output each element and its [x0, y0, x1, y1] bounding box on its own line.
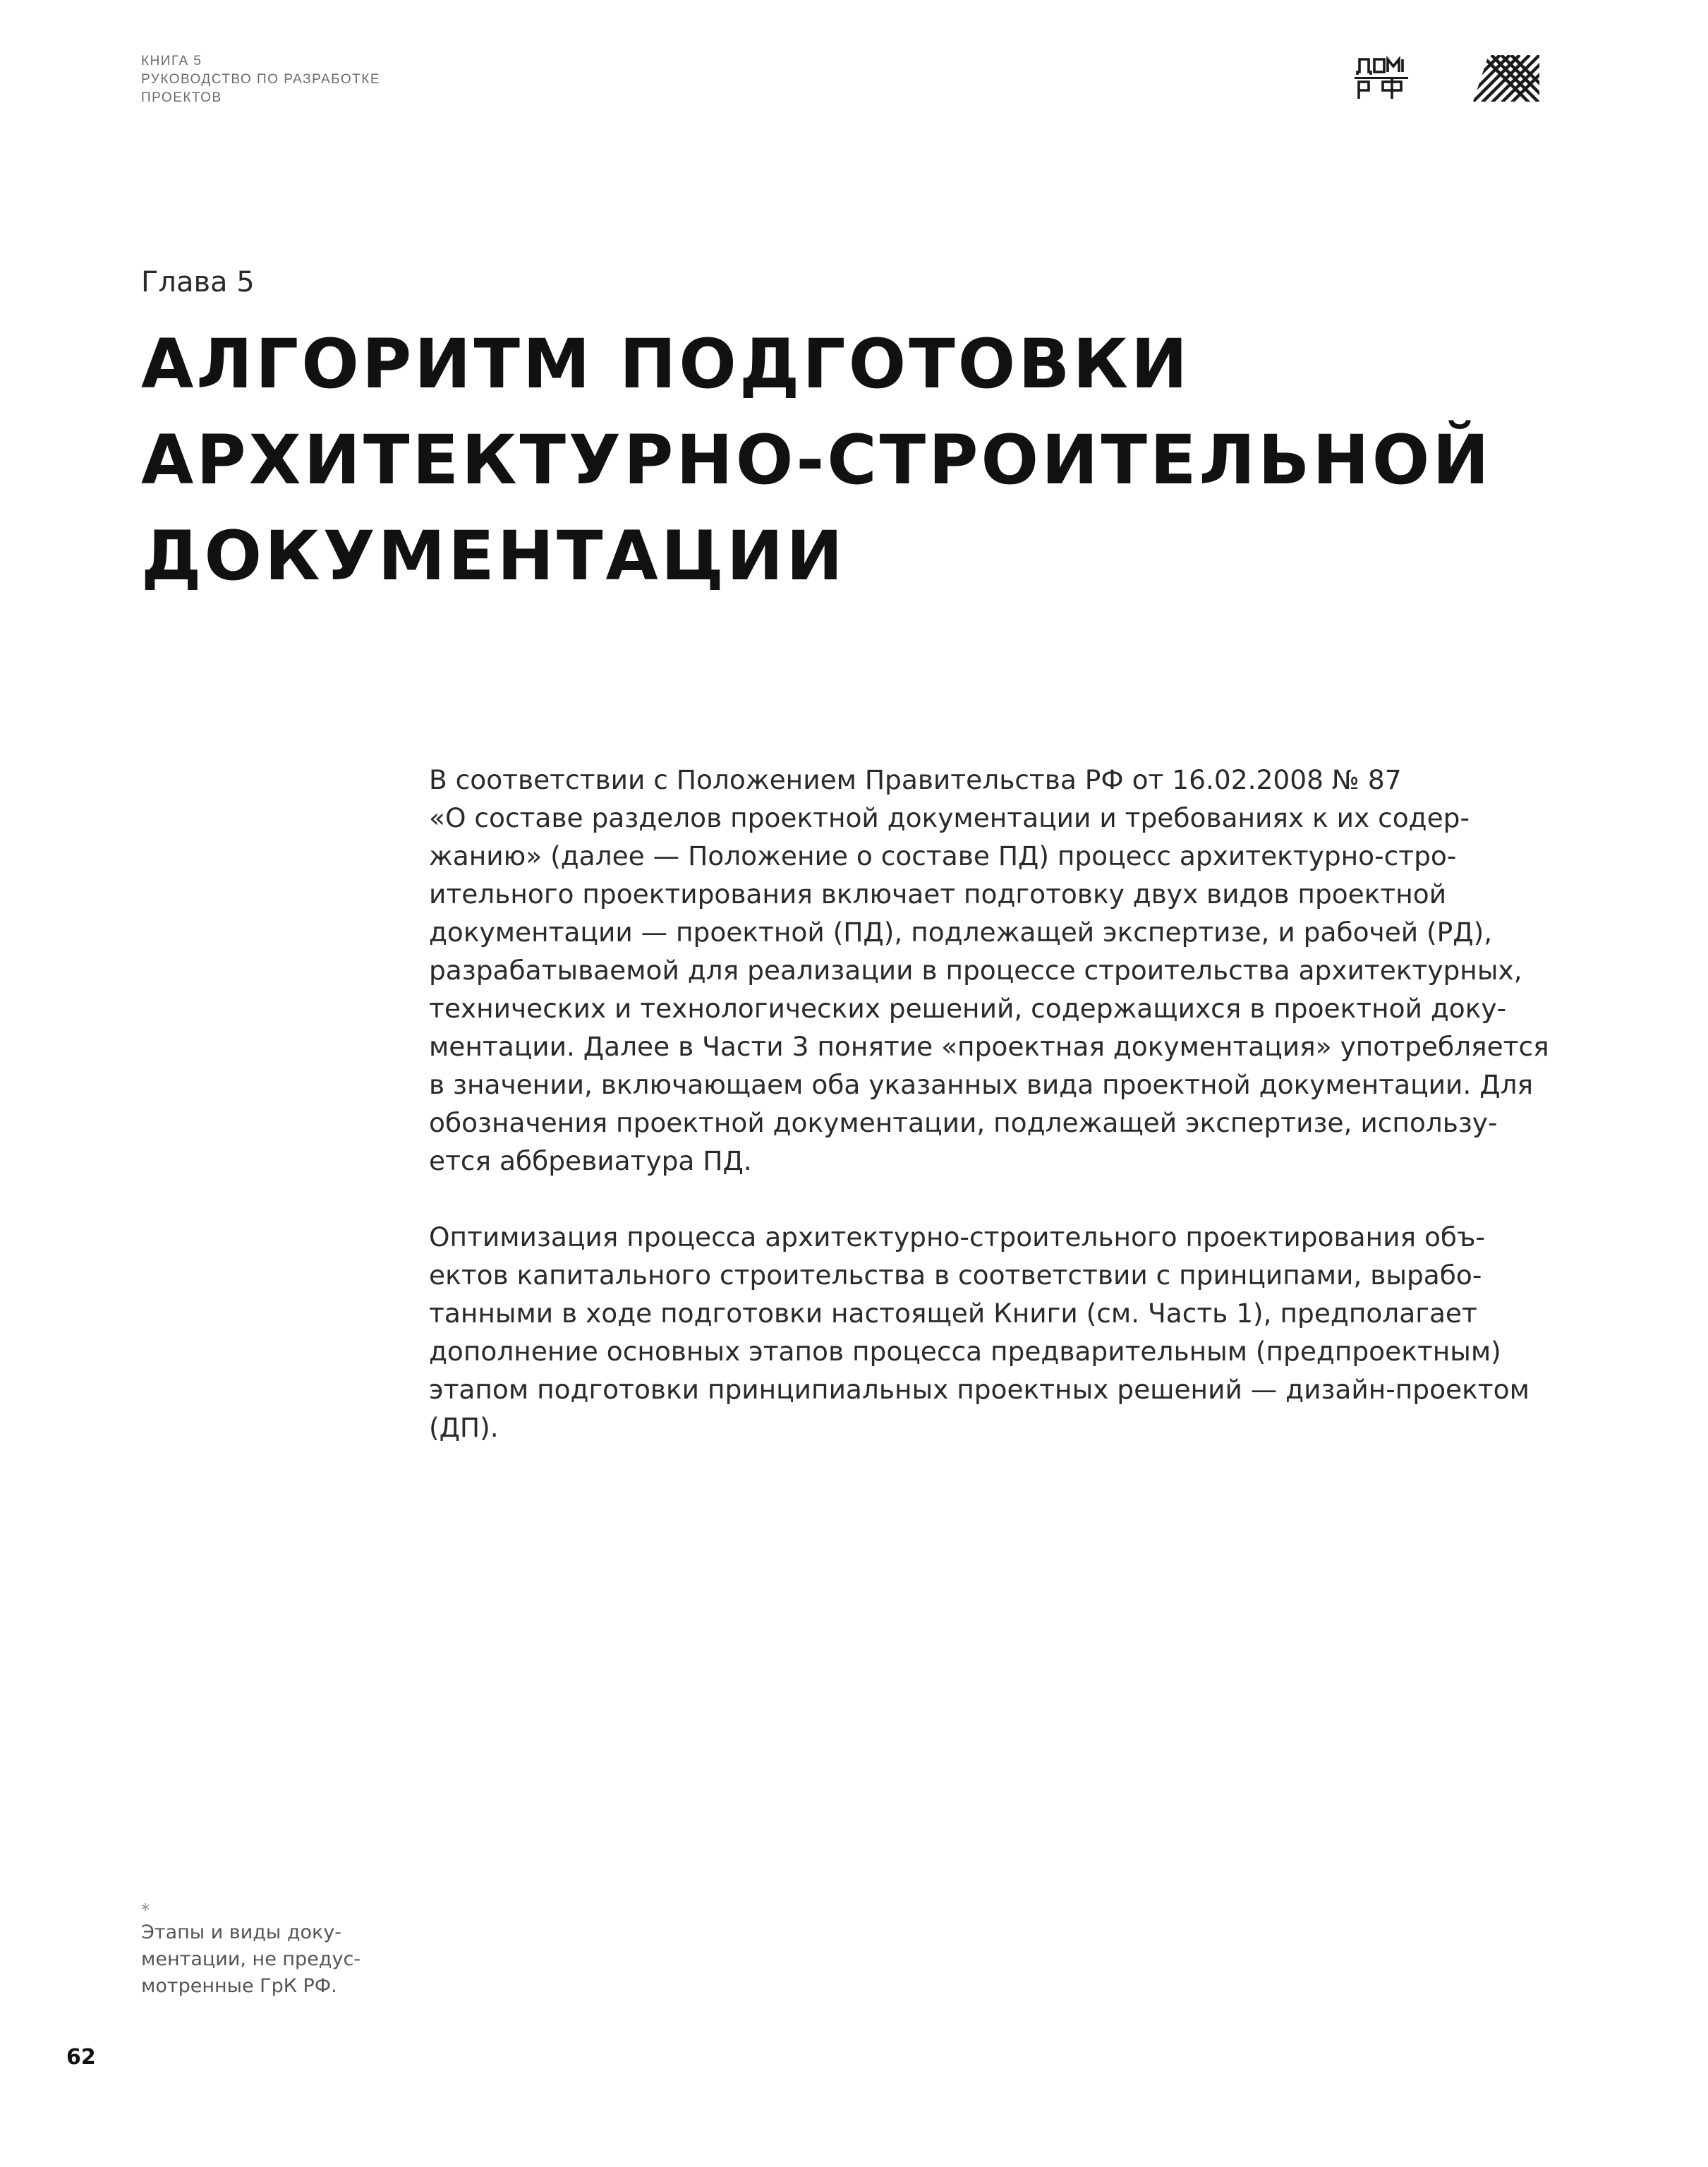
text-line: дополнение основных этапов процесса предварительным (предпроектным) — [429, 1336, 1501, 1367]
footnote-line: ментации, не предус- — [141, 1948, 361, 1970]
chapter-title-line: АЛГОРИТМ ПОДГОТОВКИ — [141, 325, 1191, 404]
hatch-pattern-logo-icon — [1473, 55, 1539, 102]
text-line: танными в ходе подготовки настоящей Книги (см. Часть 1), предполагает — [429, 1298, 1477, 1329]
book-header-line: ПРОЕКТОВ — [141, 90, 222, 105]
book-header — [141, 52, 380, 107]
text-line: в значении, включающаем оба указанных вида проектной документации. Для — [429, 1069, 1534, 1100]
footnote-line: Этапы и виды доку- — [141, 1921, 342, 1943]
text-line: ментации. Далее в Части 3 понятие «проектная документация» употребляется — [429, 1031, 1549, 1062]
text-line: ектов капитального строительства в соответствии с принципами, вырабо- — [429, 1260, 1482, 1291]
text-line: ется аббревиатура ПД. — [429, 1145, 752, 1176]
paragraph-2 — [429, 1218, 1572, 1447]
page-number: 62 — [66, 2045, 96, 2070]
text-line: документации — проектной (ПД), подлежащей экспертизе, и рабочей (РД), — [429, 917, 1493, 948]
text-line: «О составе разделов проектной документации и требованиях к их содер- — [429, 802, 1470, 833]
text-line: В соответствии с Положением Правительства РФ от 16.02.2008 № 87 — [429, 764, 1402, 795]
dom-rf-logo-icon — [1353, 54, 1410, 103]
paragraph-1 — [429, 761, 1572, 1180]
book-header-line: РУКОВОДСТВО ПО РАЗРАБОТКЕ — [141, 72, 381, 87]
chapter-title — [141, 316, 1552, 604]
text-line: этапом подготовки принципиальных проектных решений — дизайн-проектом — [429, 1374, 1530, 1405]
text-line: обозначения проектной документации, подлежащей экспертизе, использу- — [429, 1107, 1498, 1138]
text-line: технических и технологических решений, содержащихся в проектной доку- — [429, 993, 1507, 1024]
footnote-line: мотренные ГрК РФ. — [141, 1975, 337, 1997]
body-text — [429, 761, 1572, 1447]
footnote-mark: * — [141, 1900, 150, 1920]
book-header-line: КНИГА 5 — [141, 54, 202, 68]
text-line: Оптимизация процесса архитектурно-строительного проектирования объ- — [429, 1221, 1486, 1252]
footnote — [141, 1901, 361, 2000]
chapter-label: Глава 5 — [141, 266, 255, 298]
text-line: ительного проектирования включает подготовку двух видов проектной — [429, 879, 1447, 910]
chapter-title-line: АРХИТЕКТУРНО-СТРОИТЕЛЬНОЙ — [141, 421, 1492, 500]
text-line: жанию» (далее — Положение о составе ПД) процесс архитектурно-стро- — [429, 840, 1457, 871]
text-line: разрабатываемой для реализации в процессе строительства архитектурных, — [429, 955, 1522, 986]
text-line: (ДП). — [429, 1412, 499, 1443]
chapter-title-line: ДОКУМЕНТАЦИИ — [141, 517, 846, 596]
